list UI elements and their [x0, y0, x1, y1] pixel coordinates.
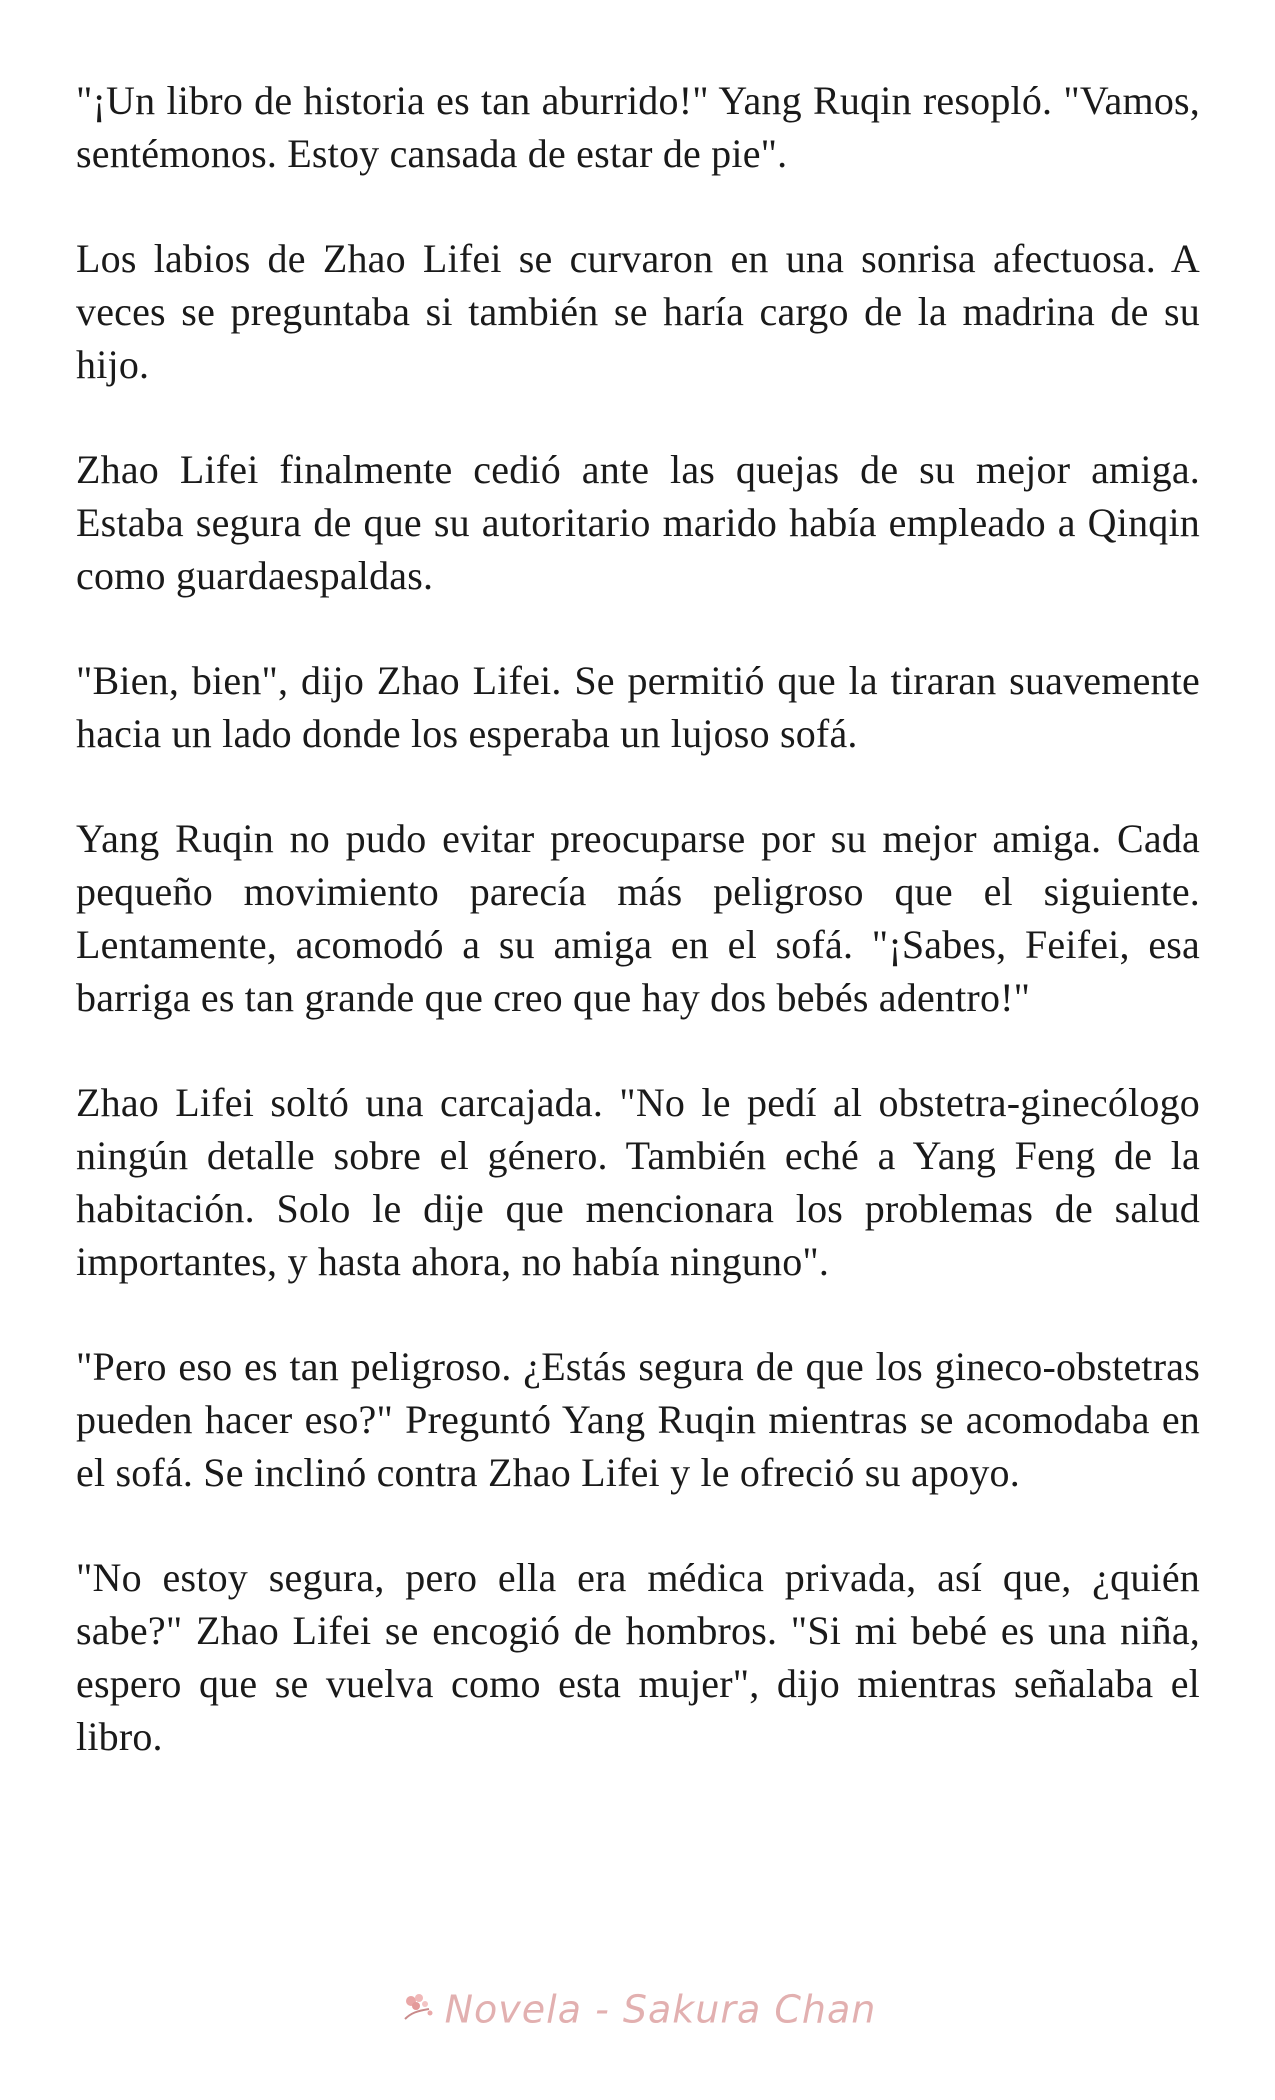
paragraph-8: "No estoy segura, pero ella era médica privada, así que, ¿quién sabe?" Zhao Lifei se encogió de hombros. "Si mi bebé es una niña, espero que se vuelva como esta mujer", dijo mientras señalaba el libro. — [76, 1555, 1200, 1759]
paragraph-3: Zhao Lifei finalmente cedió ante las quejas de su mejor amiga. Estaba segura de que su autoritario marido había empleado a Qinqin como guardaespaldas. — [76, 447, 1200, 598]
paragraph-7: "Pero eso es tan peligroso. ¿Estás segura de que los gineco-obstetras pueden hacer eso?" Preguntó Yang Ruqin mientras se acomodaba en el sofá. Se inclinó contra Zhao Lifei y le ofreció su apoyo. — [76, 1344, 1200, 1495]
watermark — [0, 1985, 1275, 2032]
paragraph-5: Yang Ruqin no pudo evitar preocuparse por su mejor amiga. Cada pequeño movimiento parecía más peligroso que el siguiente. Lentamente, acomodó a su amiga en el sofá. "¡Sabes, Feifei, esa barriga es tan grande que creo que hay dos bebés adentro!" — [76, 816, 1200, 1020]
paragraph-6: Zhao Lifei soltó una carcajada. "No le pedí al obstetra-ginecólogo ningún detalle sobre el género. También eché a Yang Feng de la habitación. Solo le dije que mencionara los problemas de salud importantes, y hasta ahora, no había ninguno". — [76, 1080, 1200, 1284]
paragraph-2: Los labios de Zhao Lifei se curvaron en una sonrisa afectuosa. A veces se preguntaba si también se haría cargo de la madrina de su hijo. — [76, 236, 1200, 387]
paragraph-1: "¡Un libro de historia es tan aburrido!" Yang Ruqin resopló. "Vamos, sentémonos. Estoy cansada de estar de pie". — [76, 78, 1200, 176]
sakura-blossom-icon — [399, 1988, 439, 2032]
paragraph-4: "Bien, bien", dijo Zhao Lifei. Se permitió que la tiraran suavemente hacia un lado donde los esperaba un lujoso sofá. — [76, 658, 1200, 756]
document-body — [76, 74, 1200, 1815]
watermark-text: Novela - Sakura Chan — [444, 1987, 877, 2032]
